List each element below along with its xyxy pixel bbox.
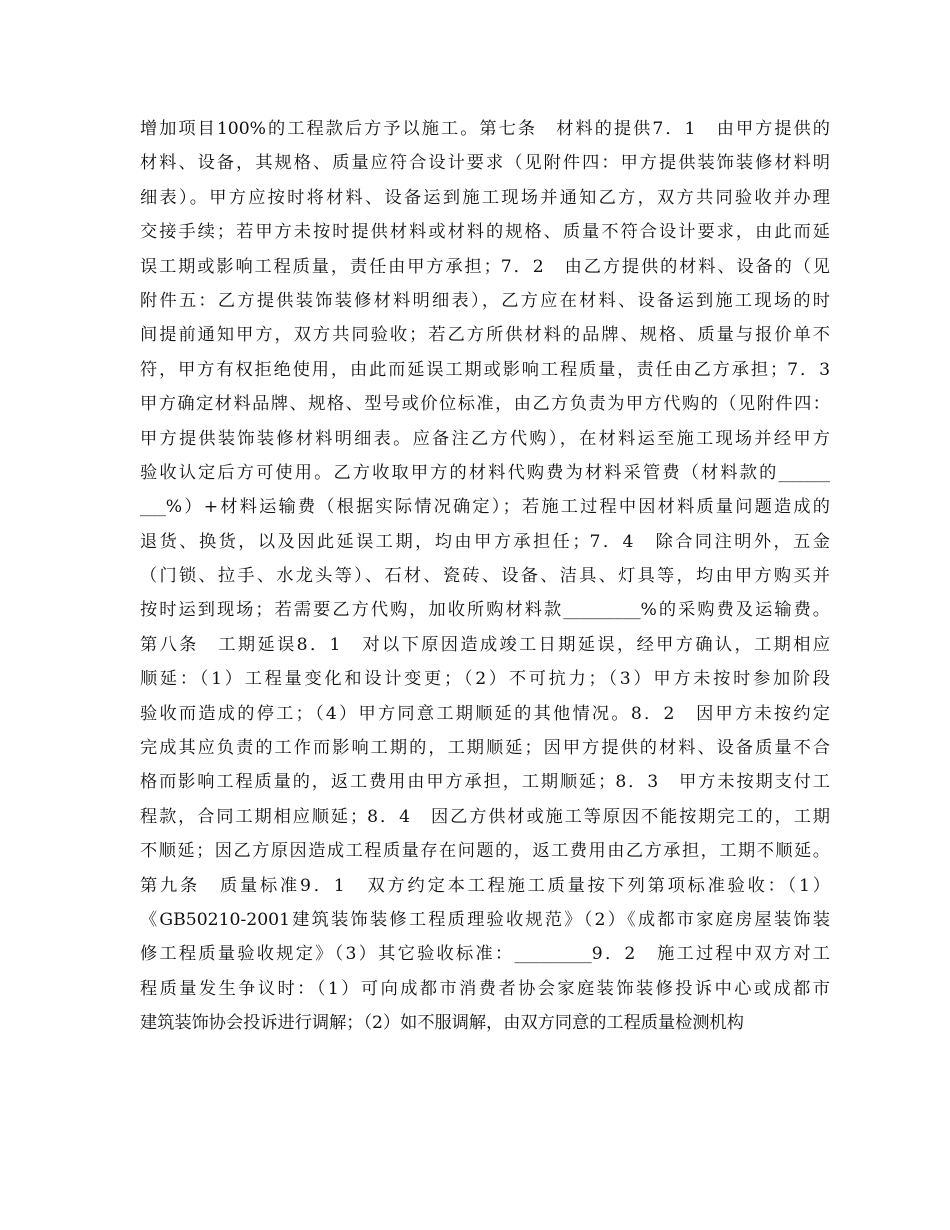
text-line: 不顺延；因乙方原因造成工程质量存在问题的，返工费用由乙方承担，工期不顺延。 (140, 841, 830, 862)
text-line: 建筑装饰协会投诉进行调解；（2）如不服调解，由双方同意的工程质量检测机构 (140, 1013, 744, 1034)
text-line: 细表）。甲方应按时将材料、设备运到施工现场并通知乙方，双方共同验收并办理 (140, 187, 830, 208)
text-line: 误工期或影响工程质量，责任由甲方承担；7．2 由乙方提供的材料、设备的（见 (140, 256, 830, 277)
text-line: 甲方提供装饰装修材料明细表。应备注乙方代购），在材料运至施工现场并经甲方 (140, 428, 830, 449)
text-line: （门锁、拉手、水龙头等）、石材、瓷砖、设备、洁具、灯具等，均由甲方购买并 (140, 566, 830, 587)
text-line: 格而影响工程质量的，返工费用由甲方承担，工期顺延；8．3 甲方未按期支付工 (140, 772, 830, 793)
text-line: 退货、换货，以及因此延误工期，均由甲方承担任；7．4 除合同注明外，五金 (140, 531, 830, 552)
text-line: 甲方确定材料品牌、规格、型号或价位标准，由乙方负责为甲方代购的（见附件四： (140, 394, 830, 415)
text-line: 材料、设备，其规格、质量应符合设计要求（见附件四：甲方提供装饰装修材料明 (140, 153, 830, 174)
text-line: 按时运到现场；若需要乙方代购，加收所购材料款_________%的采购费及运输费。 (140, 600, 830, 621)
text-line: 交接手续；若甲方未按时提供材料或材料的规格、质量不符合设计要求，由此而延 (140, 222, 830, 243)
text-line: 验收认定后方可使用。乙方收取甲方的材料代购费为材料采管费（材料款的______ (140, 462, 830, 483)
text-line: ___%）+材料运输费（根据实际情况确定）；若施工过程中因材料质量问题造成的 (140, 497, 830, 518)
text-line: 间提前通知甲方，双方共同验收；若乙方所供材料的品牌、规格、质量与报价单不 (140, 325, 830, 346)
text-line: 修工程质量验收规定》（3）其它验收标准：_________9．2 施工过程中双方对工 (140, 944, 830, 965)
contract-body-text (140, 112, 830, 1041)
text-line: 第八条 工期延误8．1 对以下原因造成竣工日期延误，经甲方确认，工期相应 (140, 634, 830, 655)
text-line: 《GB50210-2001建筑装饰装修工程质理验收规范》（2）《成都市家庭房屋装饰装 (140, 909, 830, 930)
text-line: 程质量发生争议时：（1）可向成都市消费者协会家庭装饰装修投诉中心或成都市 (140, 978, 830, 999)
text-line: 符，甲方有权拒绝使用，由此而延误工期或影响工程质量，责任由乙方承担；7．3 (140, 359, 830, 380)
text-line: 顺延：（1）工程量变化和设计变更；（2）不可抗力；（3）甲方未按时参加阶段 (140, 669, 830, 690)
text-line: 第九条 质量标准9．1 双方约定本工程施工质量按下列第项标准验收：（1） (140, 875, 830, 896)
text-line: 验收而造成的停工；（4）甲方同意工期顺延的其他情况。8．2 因甲方未按约定 (140, 703, 830, 724)
text-line: 程款，合同工期相应顺延；8．4 因乙方供材或施工等原因不能按期完工的，工期 (140, 806, 830, 827)
text-line: 增加项目100%的工程款后方予以施工。第七条 材料的提供7．1 由甲方提供的 (140, 119, 830, 139)
text-line: 完成其应负责的工作而影响工期的，工期顺延；因甲方提供的材料、设备质量不合 (140, 738, 830, 759)
text-line: 附件五：乙方提供装饰装修材料明细表），乙方应在材料、设备运到施工现场的时 (140, 290, 830, 311)
